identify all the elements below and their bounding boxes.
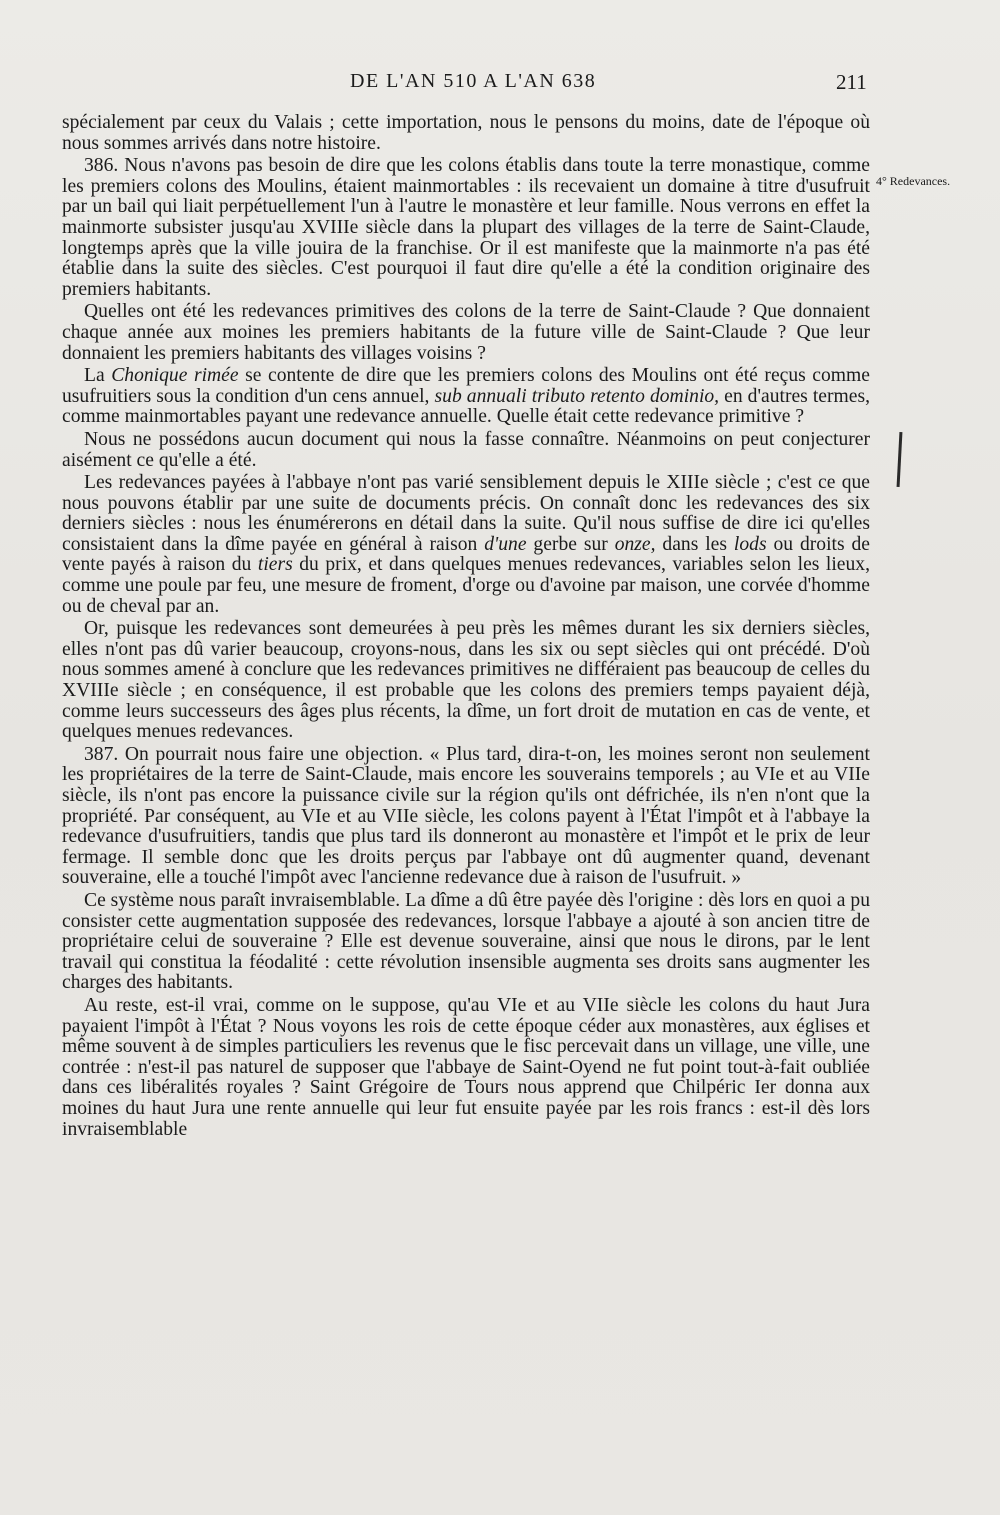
text-run: ou droits de vente payés à raison du xyxy=(62,533,870,576)
text-run: Or, puisque les redevances sont demeurées à peu près les mêmes durant les six derniers siècles, elles n'ont pas dû varier beaucoup, croyons-nous, dans les six ou sept siècles qui ont précédé. D'où nous sommes amené à conclure que les redevances primitives ne différaient pas beaucoup de celles du XVIIIe siècle ; en conséquence, il est probable que les colons des premiers temps payaient déjà, comme leurs successeurs des âges plus récents, la dîme, un fort droit de mutation en cas de vente, et quelques menues redevances. xyxy=(62,618,870,743)
text-run: La xyxy=(84,365,112,387)
paragraph xyxy=(62,113,870,154)
page-number: 211 xyxy=(836,70,867,94)
text-run: Nous ne possédons aucun document qui nous la fasse connaître. Néanmoins on peut conjecturer aisément ce qu'elle a été. xyxy=(62,428,870,471)
paragraph xyxy=(62,473,870,617)
running-head: DE L'AN 510 A L'AN 638 xyxy=(350,70,597,92)
text-run: se contente de dire que les premiers colons des Moulins ont été reçus comme usufruitiers sous la condition d'un cens annuel, xyxy=(62,365,870,407)
text-run: gerbe sur xyxy=(526,533,615,555)
text-run: dans les xyxy=(655,533,734,555)
text-run: spécialement par ceux du Valais ; cette importation, nous le pensons du moins, date de l'époque où nous sommes arrivés dans notre histoire. xyxy=(62,112,870,154)
paragraph xyxy=(62,366,870,428)
paragraph xyxy=(62,996,870,1140)
text-run: Quelles ont été les redevances primitives des colons de la terre de Saint-Claude ? Que donnaient chaque année aux moines les premiers habitants de la future ville de Saint-Claude ? Que leur donnaient les premiers habitants des villages voisins ? xyxy=(62,301,870,364)
text-run: en d'autres termes, comme mainmortables payant une redevance annuelle. Quelle était cette redevance primitive ? xyxy=(62,385,870,428)
text-run: Ce système nous paraît invraisemblable. La dîme a dû être payée dès l'origine : dès lors en quoi a pu consister cette augmentation supposée des redevances, lorsque l'abbaye a ajouté à son ancien titre de propriétaire celui de souveraine ? Elle est devenue souveraine, ainsi que nous le dirons, par le lent travail qui constitua la féodalité : cette révolution insensible augmenta ses droits sans augmenter les charges des habitants. xyxy=(62,889,870,994)
body-text xyxy=(62,113,870,1140)
paragraph xyxy=(62,430,870,471)
paragraph xyxy=(62,891,870,994)
italic-text: tiers xyxy=(257,554,293,576)
page-header xyxy=(0,70,1000,100)
italic-text: sub annuali tributo retento dominio, xyxy=(434,385,720,407)
paragraph xyxy=(62,745,870,889)
italic-text: lods xyxy=(733,533,767,555)
text-run: Les redevances payées à l'abbaye n'ont pas varié sensiblement depuis le XIIIe siècle ; c'est ce que nous pouvons établir par une suite de documents précis. On connaît donc les redevances des six derniers siècles : nous les énumérerons en détail dans la suite. Qu'il nous suffise de dire ici qu'elles consistaient dans la dîme payée en général à raison xyxy=(62,472,870,555)
text-run: du prix, et dans quelques menues redevances, variables selon les lieux, comme une poule par feu, une mesure de froment, d'orge ou d'avoine par maison, une corvée d'homme ou de cheval par an. xyxy=(62,554,870,617)
italic-text: d'une xyxy=(484,533,527,555)
italic-text: onze, xyxy=(614,533,656,555)
paragraph xyxy=(62,156,870,300)
margin-pencil-mark xyxy=(897,432,903,487)
text-run: 386. Nous n'avons pas besoin de dire que les colons établis dans toute la terre monastique, comme les premiers colons des Moulins, étaient mainmortables : ils recevaient un domaine à titre d'usufruit par un bail qui liait perpétuellement l'un à l'autre le monastère et leur famille. Nous verrons en effet la mainmorte subsister jusqu'au XVIIIe siècle dans la plupart des villages de la terre de Saint-Claude, longtemps après que la ville jouira de la franchise. Or il est manifeste que la mainmorte n'a pas été établie dans la suite des siècles. C'est pourquoi il faut dire qu'elle a été la condition originaire des premiers habitants. xyxy=(62,155,870,300)
paragraph xyxy=(62,619,870,743)
text-run: Au reste, est-il vrai, comme on le suppose, qu'au VIe et au VIIe siècle les colons du haut Jura payaient l'impôt à l'État ? Nous voyons les rois de cette époque céder aux monastères, aux églises et même souvent à de simples particuliers les revenus que le fisc percevait dans un village, une ville, une contrée : n'est-il pas naturel de supposer que l'abbaye de Saint-Oyend ne fut point tout-à-fait oubliée dans ces libéralités royales ? Saint Grégoire de Tours nous apprend que Chilpéric Ier donna aux moines du haut Jura une rente annuelle qui leur fut ensuite payée par les rois francs : est-il dès lors invraisemblable xyxy=(62,994,870,1140)
paragraph xyxy=(62,302,870,364)
margin-note: 4° Redevances. xyxy=(876,174,951,188)
italic-text: Chonique rimée xyxy=(111,365,239,387)
text-run: 387. On pourrait nous faire une objection. « Plus tard, dira-t-on, les moines seront non seulement les propriétaires de la terre de Saint-Claude, mais encore les souverains temporels ; au VIe et au VIIe siècle, ils n'ont pas encore la puissance civile sur la région qu'ils ont défrichée, ils n'en n'ont que la propriété. Par conséquent, au VIe et au VIIe siècle, les colons payent à l'État l'impôt et à l'abbaye la redevance d'usufruitiers, tandis que plus tard ils donneront au monastère et l'impôt et le prix de leur fermage. Il semble donc que les droits perçus par l'abbaye ont dû augmenter quand, devenant souveraine, elle a touché l'impôt avec l'ancienne redevance due à raison de l'usufruit. » xyxy=(62,743,870,889)
